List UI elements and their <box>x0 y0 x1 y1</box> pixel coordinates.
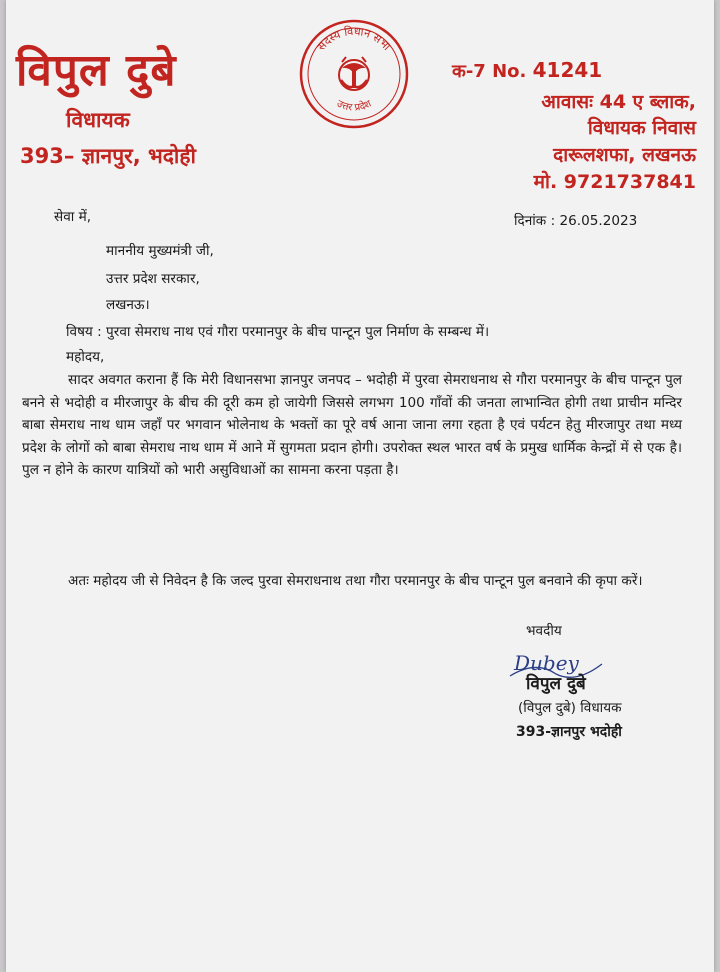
closing-yours: भवदीय <box>526 623 562 639</box>
reference-number <box>452 58 602 83</box>
svg-text:Dubey: Dubey <box>514 651 579 675</box>
recipient-line-3: लखनऊ। <box>106 297 150 313</box>
recipient-line-1: माननीय मुख्यमंत्री जी, <box>106 243 214 259</box>
seal-bottom-text: उत्तर प्रदेश <box>334 98 374 114</box>
body-paragraph-1: सादर अवगत कराना हैं कि मेरी विधानसभा ज्ञानपुर जनपद – भदोही में पुरवा सेमराधनाथ से गौरा परमानपुर के बीच पान्टून पुल बनने से भदोही व मीरजापुर के बीच की दूरी कम हो जायेगी जिससे लगभग 100 गाँवों की जनता लाभान्वित होगी तथा प्राचीन मन्दिर बाबा सेमराध नाथ धाम जहाँ पर भगवान भोलेनाथ के भक्तों का पूरे वर्ष आना जाना लगा रहता है एवं पर्यटन हेतु मीरजापुर तथा मध्य प्रदेश के लोगों को बाबा सेमराध नाथ धाम में आने में सुगमता प्रदान होगी। उपरोक्त स्थल भारत वर्ष के प्रमुख धार्मिक केन्द्रों में से एक है। पुल न होने के कारण यात्रियों को भारी असुविधाओं का सामना करना पड़ता है। <box>22 372 682 478</box>
letter-date: दिनांक : 26.05.2023 <box>514 213 638 229</box>
letter-subject: विषय : पुरवा सेमराध नाथ एवं गौरा परमानपुर के बीच पान्टून पुल निर्माण के सम्बन्ध में। <box>66 324 490 340</box>
letter-page <box>6 0 714 972</box>
designation: विधायक <box>66 108 130 132</box>
address-line-3: दारूलशफा, लखनऊ <box>553 144 696 166</box>
signatory-constituency: 393-ज्ञानपुर भदोही <box>516 724 622 740</box>
body-paragraph-2: अतः महोदय जी से निवेदन है कि जल्द पुरवा सेमराधनाथ तथा गौरा परमानपुर के बीच पान्टून पुल बनवाने की कृपा करें। <box>68 573 643 589</box>
greeting: महोदय, <box>66 349 105 365</box>
seal-top-text: सदस्य विधान सभा <box>314 24 394 54</box>
assembly-seal-emblem <box>298 18 410 130</box>
signatory-designation: (विपुल दुबे) विधायक <box>518 700 622 716</box>
address-line-1: आवासः 44 ए ब्लाक, <box>541 91 696 113</box>
constituency: 393– ज्ञानपुर, भदोही <box>20 144 196 168</box>
signatory-name: विपुल दुबे <box>526 674 586 694</box>
seal-emblem-icon <box>339 57 369 90</box>
address-line-2: विधायक निवास <box>587 117 696 139</box>
recipient-line-2: उत्तर प्रदेश सरकार, <box>106 271 200 287</box>
mla-name-heading: विपुल दुबे <box>16 45 177 96</box>
mobile-number: मो. 9721737841 <box>533 171 696 193</box>
salutation-to: सेवा में, <box>54 209 92 225</box>
reference-prefix: क-7 No. <box>452 61 527 82</box>
reference-value: 41241 <box>532 58 603 82</box>
